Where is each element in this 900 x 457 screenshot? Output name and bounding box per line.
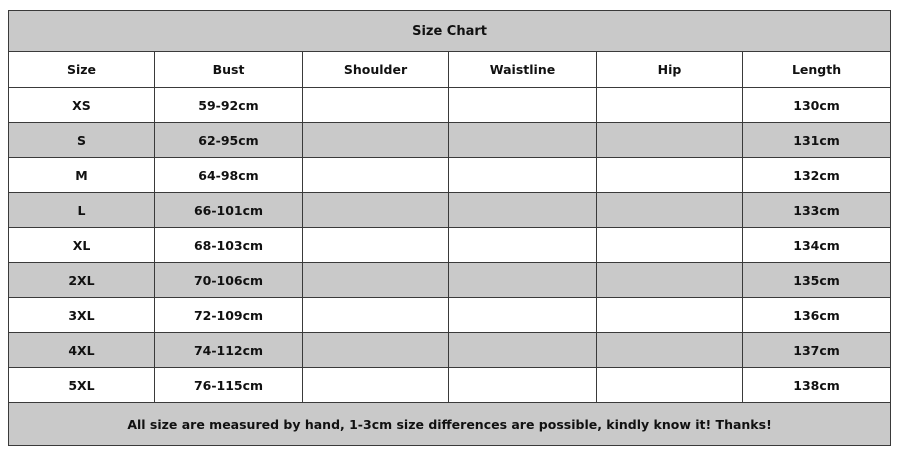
column-header-length: Length <box>743 52 891 88</box>
footnote: All size are measured by hand, 1-3cm size differences are possible, kindly know it! Thanks! <box>9 403 891 446</box>
footnote-row <box>9 403 891 446</box>
cell-length: 132cm <box>743 158 891 193</box>
cell-length: 136cm <box>743 298 891 333</box>
table-row <box>9 88 891 123</box>
table-row <box>9 123 891 158</box>
cell-hip <box>597 368 743 403</box>
cell-length: 133cm <box>743 193 891 228</box>
cell-length: 138cm <box>743 368 891 403</box>
cell-bust: 76-115cm <box>155 368 303 403</box>
column-header-waistline: Waistline <box>449 52 597 88</box>
cell-size: 4XL <box>9 333 155 368</box>
cell-hip <box>597 88 743 123</box>
cell-waistline <box>449 368 597 403</box>
cell-waistline <box>449 298 597 333</box>
table-row <box>9 298 891 333</box>
cell-shoulder <box>303 263 449 298</box>
table-row <box>9 368 891 403</box>
cell-waistline <box>449 228 597 263</box>
cell-hip <box>597 123 743 158</box>
column-header-shoulder: Shoulder <box>303 52 449 88</box>
table-body <box>9 88 891 403</box>
table-title: Size Chart <box>9 11 891 52</box>
cell-waistline <box>449 88 597 123</box>
table-row <box>9 228 891 263</box>
cell-shoulder <box>303 368 449 403</box>
cell-hip <box>597 333 743 368</box>
cell-hip <box>597 298 743 333</box>
cell-bust: 72-109cm <box>155 298 303 333</box>
table-row <box>9 263 891 298</box>
cell-size: 3XL <box>9 298 155 333</box>
cell-bust: 74-112cm <box>155 333 303 368</box>
cell-size: 5XL <box>9 368 155 403</box>
column-header-hip: Hip <box>597 52 743 88</box>
header-row <box>9 52 891 88</box>
cell-bust: 68-103cm <box>155 228 303 263</box>
cell-bust: 70-106cm <box>155 263 303 298</box>
cell-hip <box>597 158 743 193</box>
cell-shoulder <box>303 193 449 228</box>
cell-size: S <box>9 123 155 158</box>
cell-size: XL <box>9 228 155 263</box>
cell-length: 137cm <box>743 333 891 368</box>
cell-bust: 66-101cm <box>155 193 303 228</box>
cell-shoulder <box>303 228 449 263</box>
cell-shoulder <box>303 123 449 158</box>
column-header-bust: Bust <box>155 52 303 88</box>
cell-waistline <box>449 263 597 298</box>
cell-waistline <box>449 333 597 368</box>
size-chart-table <box>8 10 891 446</box>
cell-hip <box>597 228 743 263</box>
title-row <box>9 11 891 52</box>
cell-hip <box>597 193 743 228</box>
table-row <box>9 158 891 193</box>
cell-size: XS <box>9 88 155 123</box>
cell-size: L <box>9 193 155 228</box>
cell-shoulder <box>303 298 449 333</box>
table-row <box>9 193 891 228</box>
cell-bust: 64-98cm <box>155 158 303 193</box>
cell-shoulder <box>303 333 449 368</box>
cell-waistline <box>449 123 597 158</box>
cell-waistline <box>449 193 597 228</box>
cell-bust: 62-95cm <box>155 123 303 158</box>
cell-length: 134cm <box>743 228 891 263</box>
cell-size: M <box>9 158 155 193</box>
cell-length: 131cm <box>743 123 891 158</box>
cell-length: 135cm <box>743 263 891 298</box>
cell-length: 130cm <box>743 88 891 123</box>
cell-shoulder <box>303 158 449 193</box>
cell-shoulder <box>303 88 449 123</box>
cell-size: 2XL <box>9 263 155 298</box>
cell-waistline <box>449 158 597 193</box>
table-row <box>9 333 891 368</box>
column-header-size: Size <box>9 52 155 88</box>
cell-hip <box>597 263 743 298</box>
cell-bust: 59-92cm <box>155 88 303 123</box>
